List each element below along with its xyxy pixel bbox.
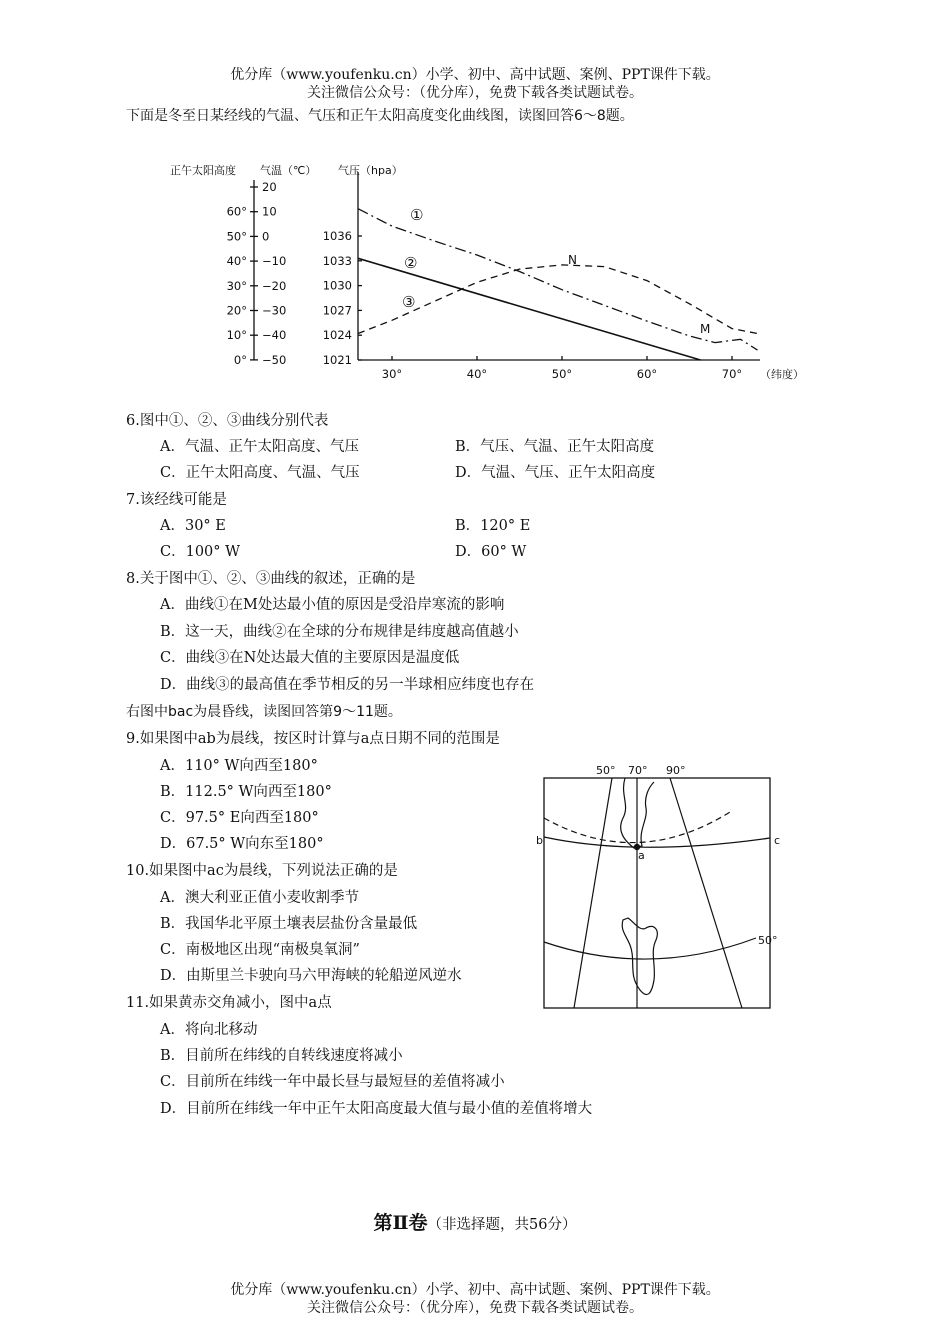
map-frame xyxy=(544,778,770,1008)
q7-stem: 7.该经线可能是 xyxy=(126,492,227,508)
footer-line-1: 优分库（www.youfenku.cn）小学、初中、高中试题、案例、PPT课件下载。 xyxy=(230,1282,720,1298)
q10-option-c: C．南极地区出现“南极臭氧洞” xyxy=(160,942,360,958)
section-title-note: （非选择题，共56分） xyxy=(427,1217,577,1233)
meridian-50 xyxy=(574,778,612,1008)
axis-title-sun: 正午太阳高度 xyxy=(170,164,236,177)
q7-option-b: B．120° E xyxy=(455,518,531,534)
q8-option-d: D．曲线③的最高值在季节相反的另一半球相应纬度也存在 xyxy=(160,677,535,693)
sun-tick-label: 20° xyxy=(226,303,247,318)
annotation-curve-3: ③ xyxy=(402,293,416,311)
q6-option-c: C．正午太阳高度、气温、气压 xyxy=(160,465,360,481)
temp-tick-label: −40 xyxy=(262,328,287,343)
q6-option-d: D．气温、气压、正午太阳高度 xyxy=(455,465,656,481)
pressure-tick-label: 1036 xyxy=(322,229,352,243)
latitude-tick-label: 30° xyxy=(381,367,403,381)
meridian-90 xyxy=(670,778,742,1008)
q8-option-a: A．曲线①在M处达最小值的原因是受沿岸寒流的影响 xyxy=(160,597,505,613)
q9-option-a: A．110° W向西至180° xyxy=(160,758,318,774)
point-a-label: a xyxy=(638,849,645,862)
pressure-tick-label: 1024 xyxy=(322,328,352,343)
section-title-main: 第Ⅱ卷 xyxy=(373,1212,428,1234)
q10-stem: 10.如果图中ac为晨线，下列说法正确的是 xyxy=(126,863,398,879)
q10-option-a: A．澳大利亚正值小麦收割季节 xyxy=(160,890,359,906)
intro-6-8: 下面是冬至日某经线的气温、气压和正午太阳高度变化曲线图，读图回答6～8题。 xyxy=(126,108,634,124)
pressure-tick-label: 1033 xyxy=(322,253,352,268)
q9-option-d: D．67.5° W向东至180° xyxy=(160,836,324,852)
q11-option-d: D．目前所在纬线一年中正午太阳高度最大值与最小值的差值将增大 xyxy=(160,1101,593,1117)
series-1-line xyxy=(358,209,758,350)
q11-option-b: B．目前所在纬线的自转线速度将减小 xyxy=(160,1048,403,1064)
latitude-50 xyxy=(544,938,756,959)
annotation-m: M xyxy=(700,322,711,336)
q8-option-b: B．这一天，曲线②在全球的分布规律是纬度越高值越小 xyxy=(160,624,519,640)
q6-option-b: B．气压、气温、正午太阳高度 xyxy=(455,439,655,455)
sun-tick-label: 50° xyxy=(226,229,247,244)
q9-option-c: C．97.5° E向西至180° xyxy=(160,810,319,826)
pressure-tick-label: 1030 xyxy=(322,278,352,293)
temp-tick-label: 10 xyxy=(262,204,277,219)
south-america-coastline xyxy=(622,918,657,995)
section-title xyxy=(0,1208,950,1235)
lon-50-label: 50° xyxy=(596,764,616,777)
q10-option-d: D．由斯里兰卡驶向马六甲海峡的轮船逆风逆水 xyxy=(160,968,462,984)
series-3-line xyxy=(358,265,758,334)
q9-option-b: B．112.5° W向西至180° xyxy=(160,784,332,800)
temp-tick-label: 20 xyxy=(262,180,277,194)
q6-option-a: A．气温、正午太阳高度、气压 xyxy=(160,439,359,455)
q7-option-c: C．100° W xyxy=(160,544,241,560)
sun-tick-label: 40° xyxy=(226,254,247,269)
header-line-1: 优分库（www.youfenku.cn）小学、初中、高中试题、案例、PPT课件下载。 xyxy=(230,67,720,83)
latitude-tick-label: 40° xyxy=(466,367,488,381)
q7-option-d: D．60° W xyxy=(455,544,527,560)
pressure-tick-label: 1027 xyxy=(322,303,352,318)
annotation-curve-2: ② xyxy=(404,254,418,272)
axis-title-x: （纬度） xyxy=(760,368,804,381)
temp-tick-label: −10 xyxy=(262,254,287,269)
latitude-tick-label: 50° xyxy=(551,367,573,381)
annotation-n: N xyxy=(568,253,577,267)
q11-option-c: C．目前所在纬线一年中最长昼与最短昼的差值将减小 xyxy=(160,1074,505,1090)
temp-tick-label: −50 xyxy=(262,352,287,367)
temp-tick-label: 0 xyxy=(262,229,270,244)
lon-70-label: 70° xyxy=(628,764,648,777)
q6-stem: 6.图中①、②、③曲线分别代表 xyxy=(126,413,329,429)
q10-option-b: B．我国华北平原土壤表层盐份含量最低 xyxy=(160,916,418,932)
climate-chart xyxy=(0,150,950,410)
footer-line-2: 关注微信公众号：（优分库），免费下载各类试题试卷。 xyxy=(307,1300,643,1316)
sun-tick-label: 30° xyxy=(226,278,247,293)
sun-tick-label: 10° xyxy=(226,328,247,343)
point-c-label: c xyxy=(774,834,781,847)
point-b-label: b xyxy=(536,834,543,847)
lat-50-label: 50° xyxy=(758,934,778,947)
q9-stem: 9.如果图中ab为晨线，按区时计算与a点日期不同的范围是 xyxy=(126,731,500,747)
sun-tick-label: 0° xyxy=(233,352,247,367)
annotation-curve-1: ① xyxy=(410,206,424,224)
temp-tick-label: −30 xyxy=(262,303,287,318)
pressure-tick-label: 1021 xyxy=(322,353,352,367)
axis-title-pressure: 气压（hpa） xyxy=(338,164,403,177)
latitude-tick-label: 60° xyxy=(636,367,658,381)
q11-option-a: A．将向北移动 xyxy=(160,1022,258,1038)
q8-stem: 8.关于图中①、②、③曲线的叙述，正确的是 xyxy=(126,571,416,587)
axis-title-temp: 气温（℃） xyxy=(260,164,317,177)
lon-90-label: 90° xyxy=(666,764,686,777)
terminator-map xyxy=(530,760,790,1010)
intro-9-11: 右图中bac为晨昏线，读图回答第9～11题。 xyxy=(126,704,402,720)
q11-stem: 11.如果黄赤交角减小，图中a点 xyxy=(126,995,332,1011)
q8-option-c: C．曲线③在N处达最大值的主要原因是温度低 xyxy=(160,650,460,666)
terminator-bac xyxy=(544,837,770,847)
q7-option-a: A．30° E xyxy=(160,518,226,534)
latitude-tick-label: 70° xyxy=(721,367,743,381)
header-line-2: 关注微信公众号：（优分库），免费下载各类试题试卷。 xyxy=(307,85,643,101)
sun-tick-label: 60° xyxy=(226,204,247,219)
temp-tick-label: −20 xyxy=(262,278,287,293)
